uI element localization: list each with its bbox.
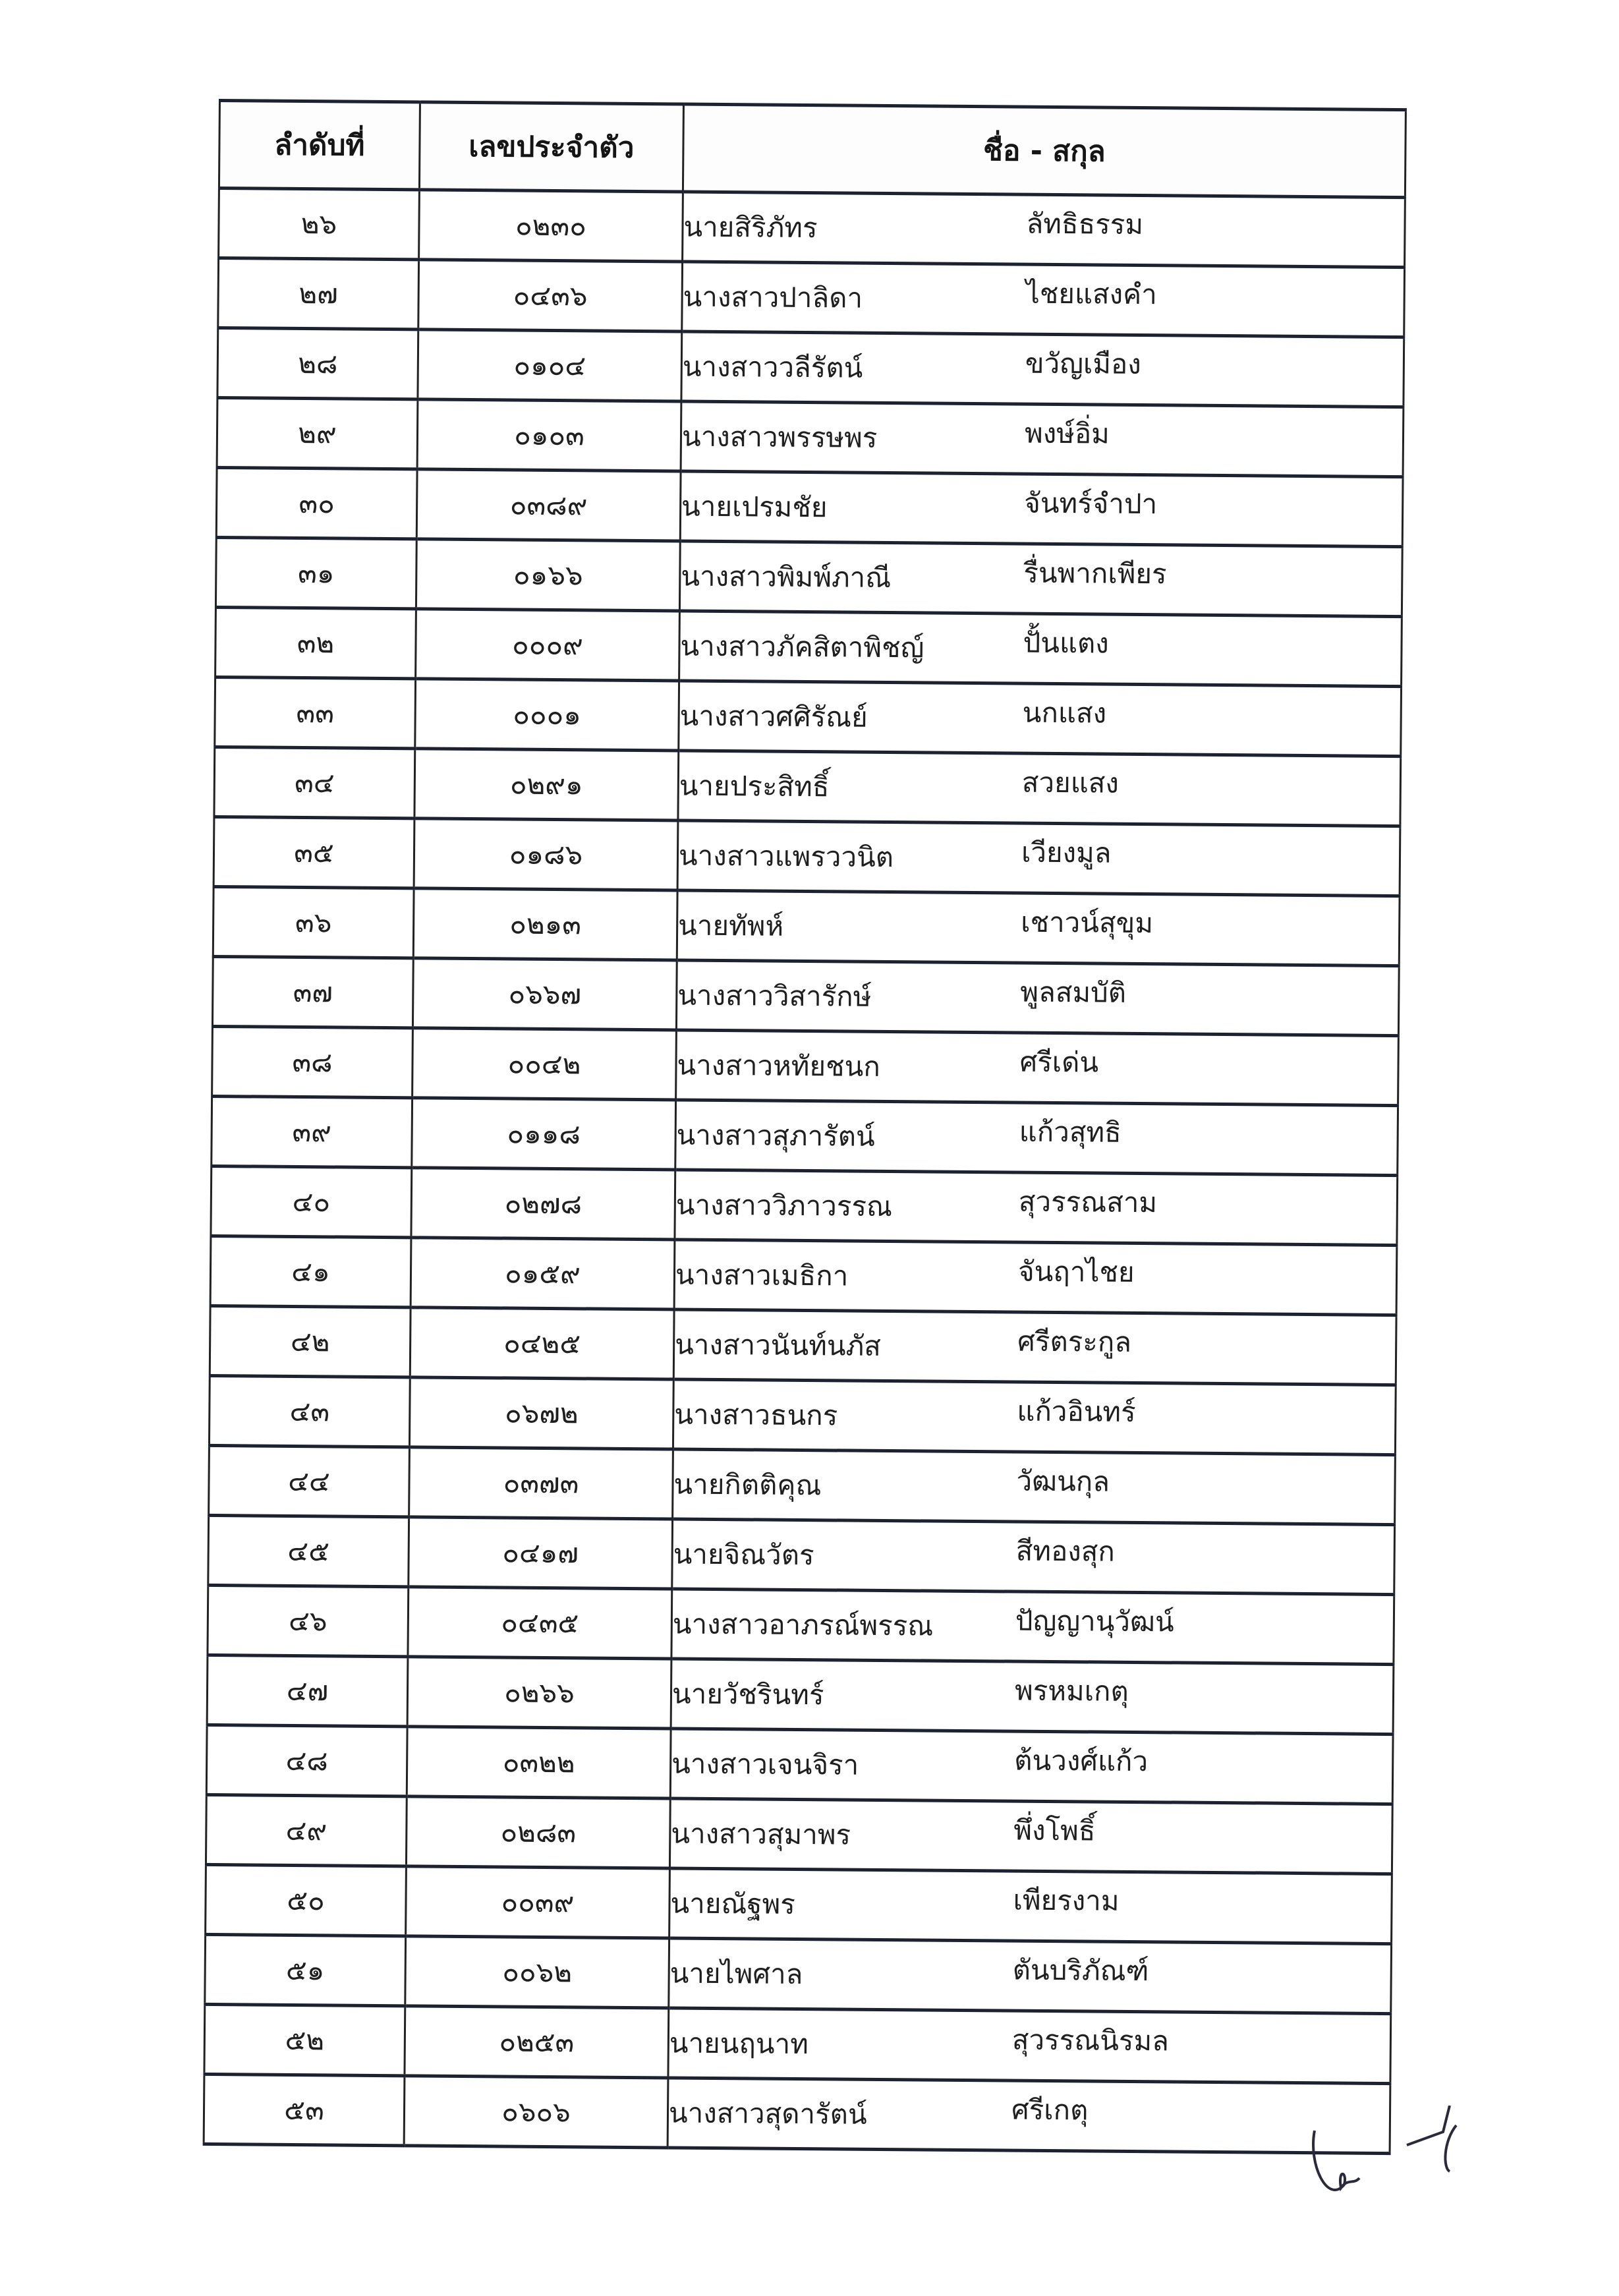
row-full-name <box>673 1379 1396 1455</box>
row-id: ๐๒๕๓ <box>405 2006 669 2078</box>
row-last-name: จันฤาไชย <box>1017 1255 1135 1288</box>
row-full-name <box>673 1309 1396 1385</box>
row-order: ๔๘ <box>206 1725 407 1796</box>
row-id: ๐๒๙๑ <box>414 749 679 820</box>
row-first-name: นายวัชรินทร์ <box>671 1677 824 1711</box>
row-id: ๐๑๑๘ <box>412 1098 676 1170</box>
row-order: ๓๘ <box>212 1026 413 1097</box>
row-id: ๐๖๖๗ <box>412 958 677 1030</box>
table-row <box>206 1864 1392 1943</box>
row-order: ๒๖ <box>219 188 420 260</box>
table-row <box>210 1306 1396 1385</box>
row-first-name: นายทัพห์ <box>677 909 784 942</box>
table-row <box>219 188 1406 268</box>
row-full-name <box>674 1240 1397 1315</box>
row-full-name <box>678 751 1401 826</box>
row-order: ๔๐ <box>211 1166 412 1237</box>
row-first-name: นายกิตติคุณ <box>673 1467 822 1501</box>
row-id: ๐๒๗๘ <box>411 1168 675 1240</box>
row-id: ๐๑๖๖ <box>416 539 680 611</box>
row-full-name <box>672 1519 1395 1595</box>
row-order: ๓๒ <box>215 607 416 678</box>
table-row <box>207 1655 1394 1734</box>
row-first-name: นางสาวศศิรัณย์ <box>679 699 868 733</box>
row-last-name: ไชยแสงคำ <box>1025 277 1158 310</box>
row-last-name: พูลสมบัติ <box>1020 975 1127 1009</box>
row-first-name: นายณัฐพร <box>670 1886 796 1920</box>
row-order: ๔๙ <box>206 1794 407 1866</box>
table-row <box>213 886 1400 965</box>
table-row <box>212 956 1399 1035</box>
row-first-name: นางสาวปาลิดา <box>683 280 863 314</box>
row-id: ๐๒๑๓ <box>413 888 677 960</box>
row-id: ๐๔๑๗ <box>409 1517 673 1589</box>
row-order: ๕๒ <box>204 2004 405 2075</box>
row-first-name: นางสาวพรรษพร <box>681 420 878 454</box>
row-order: ๓๓ <box>215 677 416 748</box>
row-id: ๐๒๖๖ <box>407 1657 671 1729</box>
table-row <box>205 1934 1392 2013</box>
row-last-name: พึ่งโพธิ์ <box>1013 1814 1096 1847</box>
row-first-name: นางสาววิสารักษ์ <box>677 979 872 1013</box>
row-full-name <box>679 611 1402 687</box>
row-order: ๓๔ <box>214 747 415 818</box>
row-full-name <box>681 401 1404 477</box>
row-last-name: วัฒนกุล <box>1016 1464 1110 1498</box>
table-row <box>216 467 1403 546</box>
row-last-name: สีทองสุก <box>1015 1534 1116 1568</box>
row-first-name: นายเปรมชัย <box>681 490 828 523</box>
row-first-name: นางสาววลีรัตน์ <box>682 350 863 384</box>
table-row <box>214 747 1401 826</box>
row-full-name <box>677 820 1400 896</box>
row-order: ๓๕ <box>213 817 414 888</box>
row-last-name: พรหมเกตุ <box>1014 1674 1129 1708</box>
table-row <box>215 537 1402 616</box>
row-first-name: นางสาวเจนจิรา <box>671 1746 859 1781</box>
row-first-name: นางสาวเมธิกา <box>675 1257 849 1292</box>
table-row <box>208 1585 1394 1664</box>
row-full-name <box>669 1938 1392 2014</box>
row-id: ๐๔๓๖ <box>418 260 683 331</box>
row-last-name: ศรีตระกูล <box>1017 1325 1132 1358</box>
row-first-name: นางสาวนันท์นภัส <box>674 1327 882 1362</box>
row-order: ๓๗ <box>212 956 413 1027</box>
row-id: ๐๔๒๕ <box>410 1307 674 1379</box>
row-id: ๐๐๖๒ <box>405 1936 669 2008</box>
row-first-name: นายจิณวัตร <box>673 1537 814 1571</box>
row-full-name <box>667 2078 1390 2154</box>
row-id: ๐๐๓๙ <box>406 1866 670 1938</box>
row-id: ๐๒๘๓ <box>406 1796 670 1868</box>
row-id: ๐๓๒๒ <box>407 1727 671 1798</box>
table-row <box>204 2004 1391 2083</box>
student-roster-table <box>203 99 1407 2155</box>
table-row <box>217 328 1404 407</box>
table-row <box>208 1515 1395 1594</box>
row-full-name <box>677 890 1400 966</box>
row-first-name: นางสาวสุมาพร <box>671 1816 851 1851</box>
row-full-name <box>669 1868 1392 1944</box>
row-id: ๐๓๘๙ <box>416 469 681 541</box>
table-row <box>215 677 1402 756</box>
row-first-name: นายนฤนาท <box>669 2026 809 2060</box>
row-order: ๔๗ <box>207 1655 408 1726</box>
table-row <box>217 397 1404 476</box>
header-id: เลขประจำตัว <box>419 102 683 192</box>
row-full-name <box>676 960 1399 1036</box>
row-order: ๔๒ <box>210 1306 411 1377</box>
row-order: ๕๐ <box>206 1864 407 1936</box>
table-header-row <box>219 101 1406 198</box>
row-last-name: ขวัญเมือง <box>1025 347 1141 380</box>
row-order: ๓๖ <box>213 886 414 958</box>
row-order: ๔๕ <box>208 1515 409 1586</box>
row-last-name: ปัญญานุวัฒน์ <box>1015 1604 1174 1638</box>
table-row <box>206 1725 1393 1804</box>
row-order: ๕๓ <box>204 2074 405 2145</box>
row-first-name: นางสาวสุภารัตน์ <box>676 1118 875 1153</box>
row-full-name <box>671 1659 1394 1735</box>
row-id: ๐๒๓๐ <box>419 190 683 262</box>
header-order: ลำดับที่ <box>219 101 420 190</box>
table-row <box>213 817 1400 896</box>
row-full-name <box>676 1030 1399 1106</box>
row-id: ๐๐๔๒ <box>412 1028 677 1100</box>
row-last-name: สวยแสง <box>1021 766 1120 799</box>
row-full-name <box>669 1798 1392 1874</box>
row-full-name <box>668 2008 1391 2084</box>
row-id: ๐๐๐๙ <box>416 609 680 681</box>
row-full-name <box>683 192 1406 268</box>
table-row <box>212 1096 1398 1175</box>
row-full-name <box>673 1449 1396 1525</box>
row-first-name: นางสาวแพรววนิต <box>678 839 894 873</box>
row-last-name: ลัทธิธรรม <box>1026 207 1144 241</box>
row-first-name: นางสาวธนกร <box>674 1397 838 1431</box>
row-full-name <box>680 471 1403 547</box>
row-full-name <box>681 331 1404 407</box>
row-full-name <box>671 1589 1394 1665</box>
row-last-name: ต้นวงศ์แก้ว <box>1014 1744 1149 1777</box>
row-last-name: สุวรรณนิรมล <box>1011 2023 1170 2057</box>
row-id: ๐๐๐๑ <box>415 679 679 751</box>
row-order: ๓๑ <box>215 537 416 608</box>
row-first-name: นางสาวอาภรณ์พรรณ <box>672 1607 934 1642</box>
row-last-name: ตันบริภัณฑ์ <box>1012 1953 1149 1987</box>
table-row <box>218 258 1405 337</box>
row-last-name: แก้วอินทร์ <box>1017 1394 1136 1428</box>
row-id: ๐๖๗๒ <box>409 1377 673 1449</box>
row-id: ๐๓๗๓ <box>409 1447 673 1519</box>
row-id: ๐๑๐๓ <box>417 399 681 471</box>
row-last-name: พงษ์อิ่ม <box>1024 416 1110 450</box>
row-last-name: รื่นพากเพียร <box>1023 556 1167 590</box>
row-last-name: ปั้นแตง <box>1023 626 1109 660</box>
row-last-name: นกแสง <box>1022 696 1107 730</box>
row-order: ๔๖ <box>208 1585 409 1656</box>
table-body <box>204 188 1405 2154</box>
table-row <box>212 1026 1399 1105</box>
row-first-name: นางสาวพิมพ์ภาณี <box>681 560 892 594</box>
row-order: ๒๗ <box>218 258 419 330</box>
row-full-name <box>675 1170 1398 1246</box>
row-full-name <box>679 681 1402 757</box>
row-last-name: ศรีเกตุ <box>1011 2093 1089 2126</box>
row-id: ๐๑๘๖ <box>414 818 678 890</box>
row-order: ๓๙ <box>212 1096 412 1167</box>
row-id: ๐๖๐๖ <box>404 2076 668 2148</box>
table-row <box>215 607 1402 686</box>
table-row <box>209 1445 1396 1524</box>
row-last-name: เชาวน์สุขุม <box>1021 905 1154 939</box>
row-last-name: ศรีเด่น <box>1019 1045 1099 1079</box>
row-first-name: นางสาววิภาวรรณ <box>675 1188 893 1222</box>
row-order: ๒๘ <box>217 328 418 399</box>
handwritten-signature <box>1308 2106 1466 2204</box>
row-order: ๔๓ <box>209 1375 410 1447</box>
row-first-name: นายประสิทธิ์ <box>679 769 830 803</box>
row-id: ๐๑๐๔ <box>418 330 682 401</box>
table-row <box>204 2074 1390 2153</box>
table-row <box>211 1166 1398 1245</box>
row-full-name <box>682 262 1405 337</box>
row-first-name: นางสาวสุดารัตน์ <box>668 2096 867 2131</box>
row-id: ๐๔๓๕ <box>408 1587 672 1659</box>
row-full-name <box>679 541 1402 617</box>
row-order: ๕๑ <box>205 1934 406 2005</box>
row-id: ๐๑๕๙ <box>411 1238 675 1309</box>
row-order: ๔๑ <box>210 1236 411 1307</box>
row-order: ๓๐ <box>216 467 417 538</box>
row-first-name: นายสิริภัทร <box>683 210 818 244</box>
header-name: ชื่อ - สกุล <box>683 104 1406 198</box>
row-full-name <box>670 1729 1393 1804</box>
row-order: ๔๔ <box>209 1445 410 1516</box>
row-full-name <box>675 1100 1398 1176</box>
table-row <box>206 1794 1392 1874</box>
row-last-name: เวียงมูล <box>1021 836 1112 869</box>
table-row <box>209 1375 1396 1454</box>
row-last-name: จันทร์จำปา <box>1024 486 1158 520</box>
row-first-name: นายไพศาล <box>669 1956 803 1990</box>
row-order: ๒๙ <box>217 397 418 469</box>
row-last-name: แก้วสุทธิ <box>1019 1115 1122 1149</box>
row-last-name: สุวรรณสาม <box>1018 1185 1158 1219</box>
row-first-name: นางสาวหทัยชนก <box>677 1048 880 1083</box>
row-last-name: เพียรงาม <box>1013 1883 1120 1917</box>
table-row <box>210 1236 1397 1315</box>
row-first-name: นางสาวภัคสิตาพิชญ์ <box>680 629 924 664</box>
